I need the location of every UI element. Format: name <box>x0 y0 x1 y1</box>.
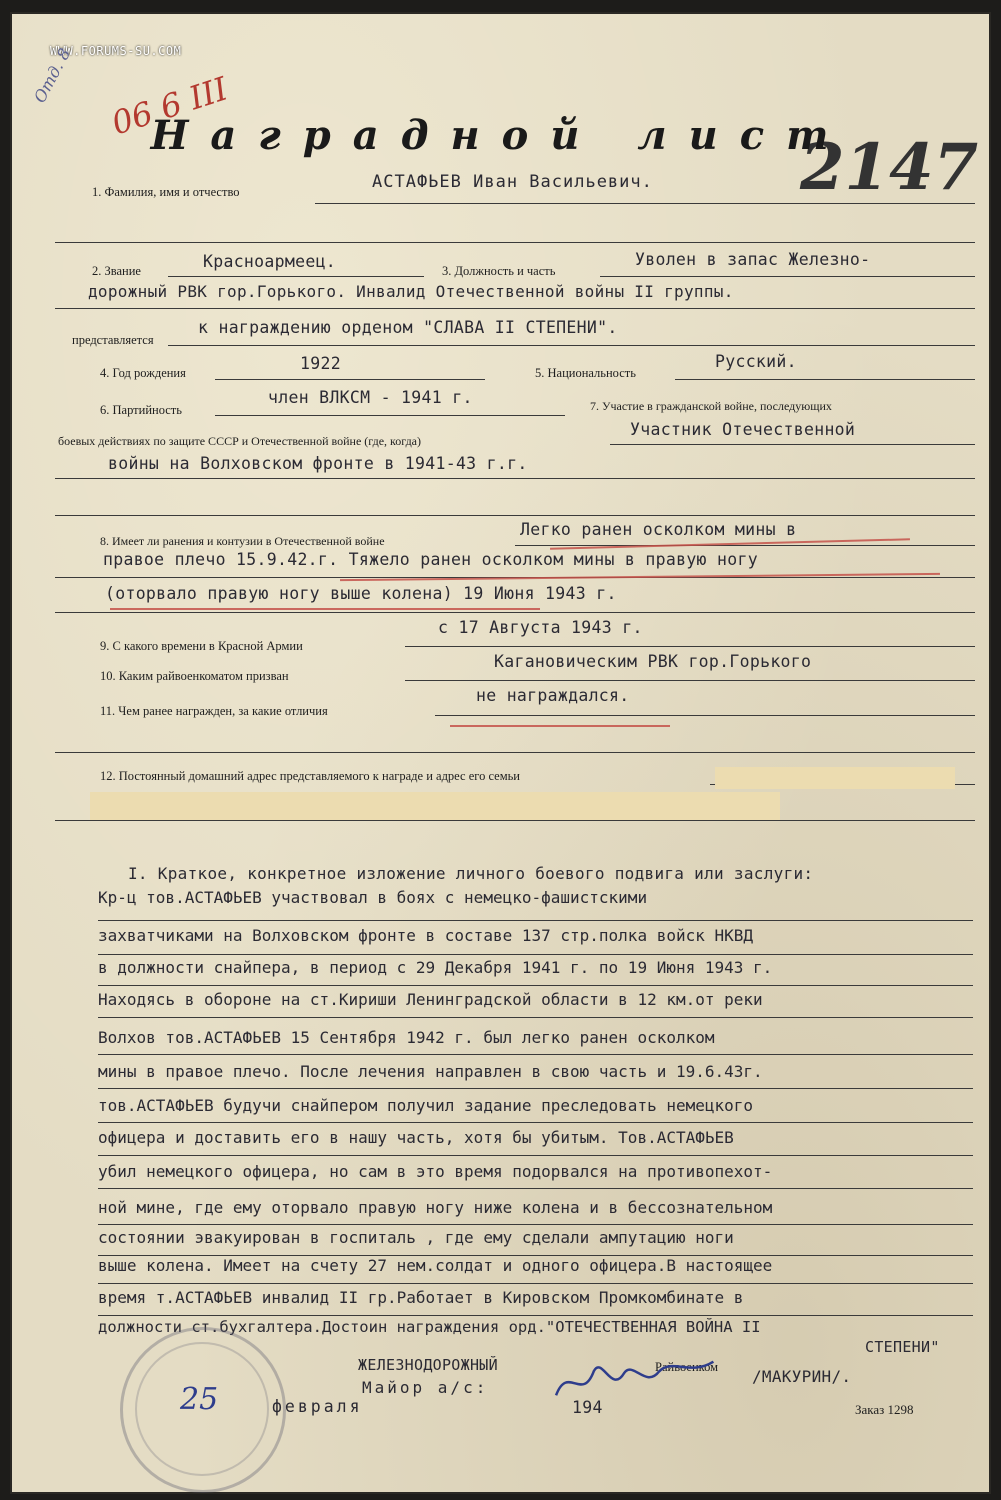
field-8-value-line-3: (оторвало правую ногу выше колена) 19 Июня 1943 г. <box>105 584 617 603</box>
field-8-value-line-2: правое плечо 15.9.42.г. Тяжело ранен осколком мины в правую ногу <box>103 550 758 569</box>
corner-note: Отд. 8 <box>30 45 75 106</box>
field-7-label-line-2: боевых действиях по защите СССР и Отечественной войне (где, когда) <box>58 434 421 448</box>
body-line: должности ст.бухгалтера.Достоин награждения орд."ОТЕЧЕСТВЕННАЯ ВОЙНА II <box>98 1318 761 1336</box>
body-line: ной мине, где ему оторвало правую ногу ниже колена и в бессознательном <box>98 1198 773 1217</box>
field-12-label: 12. Постоянный домашний адрес представляемого к награде и адрес его семьи <box>100 769 520 783</box>
body-line: мины в правое плечо. После лечения направлен в свою часть и 19.6.43г. <box>98 1062 763 1081</box>
body-line: в должности снайпера, в период с 29 Декабря 1941 г. по 19 Июня 1943 г. <box>98 958 773 977</box>
presented-label: представляется <box>72 333 154 347</box>
address-redaction <box>715 767 955 789</box>
body-line: офицера и доставить его в нашу часть, хотя бы убитым. Тов.АСТАФЬЕВ <box>98 1128 734 1147</box>
field-11-label: 11. Чем ранее награжден, за какие отличия <box>100 704 328 718</box>
field-10-value: Кагановическим РВК гор.Горького <box>494 652 812 671</box>
field-5-label: 5. Национальность <box>535 366 636 380</box>
field-9-value: с 17 Августа 1943 г. <box>438 618 643 637</box>
field-9-label: 9. С какого времени в Красной Армии <box>100 639 303 653</box>
field-3-value-line-1: Уволен в запас Железно- <box>635 250 871 269</box>
field-4-label: 4. Год рождения <box>100 366 186 380</box>
top-number: 2147 <box>800 130 979 205</box>
signer-name: /МАКУРИН/. <box>752 1367 852 1386</box>
field-3-label: 3. Должность и часть <box>442 264 556 278</box>
rvk-label: Райвоенком <box>655 1360 719 1374</box>
field-7-value-line-1: Участник Отечественной <box>630 420 856 439</box>
body-line: убил немецкого офицера, но сам в это время подорвался на противопехот- <box>98 1162 773 1181</box>
field-2-value: Красноармеец. <box>203 252 337 271</box>
field-11-value: не награждался. <box>476 686 630 705</box>
presented-value: к награждению орденом "СЛАВА II СТЕПЕНИ". <box>198 318 618 337</box>
red-note: 06 6 III <box>107 69 233 143</box>
field-8-label: 8. Имеет ли ранения и контузии в Отечественной войне <box>100 534 385 548</box>
field-6-value: член ВЛКСМ - 1941 г. <box>268 388 473 407</box>
address-redaction-2 <box>90 792 780 820</box>
field-4-value: 1922 <box>300 354 341 373</box>
field-1-label: 1. Фамилия, имя и отчество <box>92 185 240 199</box>
section-heading: I. Краткое, конкретное изложение личного боевого подвига или заслуги: <box>128 864 814 883</box>
field-3-value-line-2: дорожный РВК гор.Горького. Инвалид Отечественной войны II группы. <box>88 282 734 301</box>
field-7-value-line-2: войны на Волховском фронте в 1941-43 г.г. <box>108 454 528 473</box>
field-7-label-line-1: 7. Участие в гражданской войне, последующих <box>590 399 832 413</box>
body-line: время т.АСТАФЬЕВ инвалид II гр.Работает в Кировском Промкомбинате в <box>98 1288 744 1307</box>
award-sheet-page <box>10 12 991 1494</box>
body-line: состоянии эвакуирован в госпиталь , где ему сделали ампутацию ноги <box>98 1228 734 1247</box>
field-6-label: 6. Партийность <box>100 403 182 417</box>
rvk-name: ЖЕЛЕЗНОДОРОЖНЫЙ <box>358 1356 498 1374</box>
degree-tail: СТЕПЕНИ" <box>865 1338 940 1356</box>
field-8-value-line-1: Легко ранен осколком мины в <box>520 520 797 539</box>
body-line: захватчиками на Волховском фронте в составе 137 стр.полка войск НКВД <box>98 926 754 945</box>
official-stamp-inner <box>135 1342 269 1476</box>
date-year: 194 <box>572 1398 603 1417</box>
body-line: Волхов тов.АСТАФЬЕВ 15 Сентября 1942 г. был легко ранен осколком <box>98 1028 715 1047</box>
field-5-value: Русский. <box>715 352 797 371</box>
date-month: февраля <box>272 1397 363 1416</box>
field-1-value: АСТАФЬЕВ Иван Васильевич. <box>372 172 653 192</box>
field-2-label: 2. Звание <box>92 264 141 278</box>
order-number: Заказ 1298 <box>855 1402 914 1417</box>
body-line: тов.АСТАФЬЕВ будучи снайпером получил задание преследовать немецкого <box>98 1096 754 1115</box>
date-day: 25 <box>180 1382 219 1417</box>
page-title: Наградной лист <box>150 112 851 159</box>
rank: Майор а/с: <box>362 1378 489 1397</box>
body-line: Находясь в обороне на ст.Кириши Ленинградской области в 12 км.от реки <box>98 990 763 1009</box>
body-line: выше колена. Имеет на счету 27 нем.солдат и одного офицера.В настоящее <box>98 1256 773 1275</box>
body-line: Кр-ц тов.АСТАФЬЕВ участвовал в боях с немецко-фашистскими <box>98 888 648 907</box>
field-10-label: 10. Каким райвоенкоматом призван <box>100 669 289 683</box>
watermark: WWW.FORUMS-SU.COM <box>50 44 182 58</box>
